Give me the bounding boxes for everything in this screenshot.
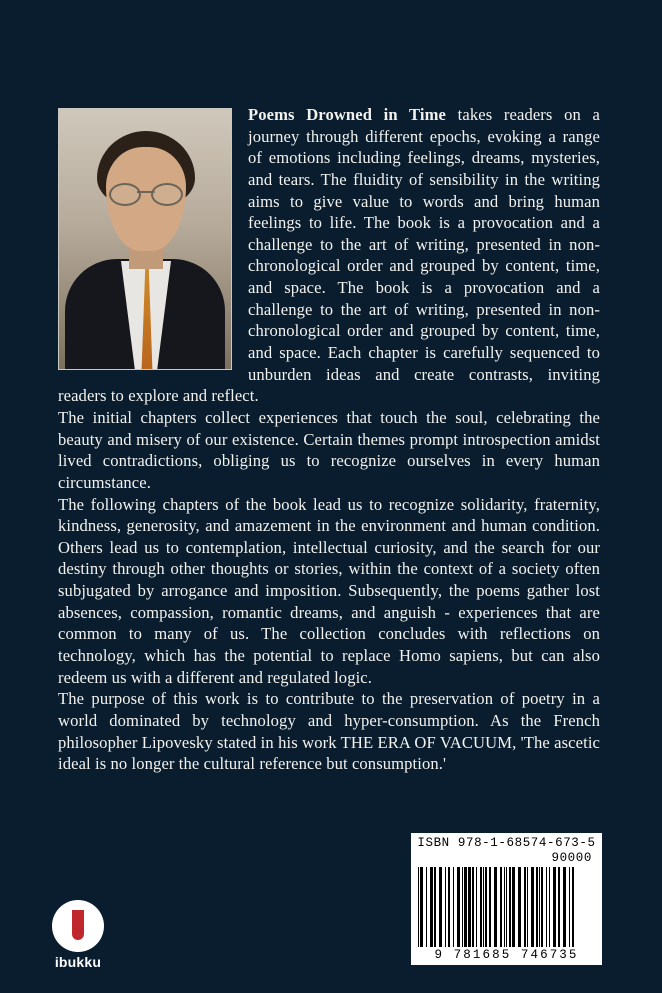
author-photo (58, 108, 232, 370)
paragraph-4: The purpose of this work is to contribute to the preservation of poetry in a world dominated by technology and hyper-consumption. As the French philosopher Lipovesky stated in his work THE ERA OF VACUUM, 'The ascetic ideal is no longer the cultural reference but consumption.' (58, 689, 600, 774)
paragraph-3: The following chapters of the book lead us to recognize solidarity, fraternity, kindness, generosity, and amazement in the environment and human condition. Others lead us to contemplation, intellectual curiosity, and the search for our destiny through other thoughts or stories, within the context of a society often subjugated by arrogance and imposition. Subsequently, the poems gather lost absences, compassion, romantic dreams, and anguish - experiences that are common to many of us. The collection concludes with reflections on technology, which has the potential to replace Homo sapiens, but can also redeem us with a different and regulated logic. (58, 494, 600, 687)
publisher-name: ibukku (54, 954, 102, 970)
barcode-digits: 9 781685 746735 (434, 948, 579, 962)
book-title-lead: Poems Drowned in Time (248, 105, 447, 124)
cover-text-block (58, 104, 600, 775)
intro-block (58, 104, 600, 407)
paragraph-1-text: takes readers on a journey through different epochs, evoking a range of emotions including feelings, dreams, mysteries, and tears. The fluidity of sensibility in the writing aims to give value to words and bring human feelings to life. The book is a provocation and a challenge to the art of writing, presented in non-chronological order and grouped by content, time, and space. The book is a provocation and a challenge to the art of writing, presented in non-chronological order and grouped by content, time, and space. Each chapter is carefully sequenced to unburden ideas and create contrasts, inviting readers to explore and reflect. (58, 105, 600, 406)
publisher-logo (36, 900, 120, 972)
barcode-bars (418, 867, 595, 947)
price-code: 90000 (551, 851, 592, 865)
isbn-label: ISBN 978-1-68574-673-5 (417, 836, 596, 850)
barcode-block (411, 833, 602, 965)
paragraph-2: The initial chapters collect experiences that touch the soul, celebrating the beauty and misery of our existence. Certain themes prompt introspection amidst lived contradictions, obliging us to recognize ourselves in every human circumstance. (58, 407, 600, 492)
photo-glasses (109, 183, 183, 203)
publisher-mark-icon (52, 900, 104, 952)
